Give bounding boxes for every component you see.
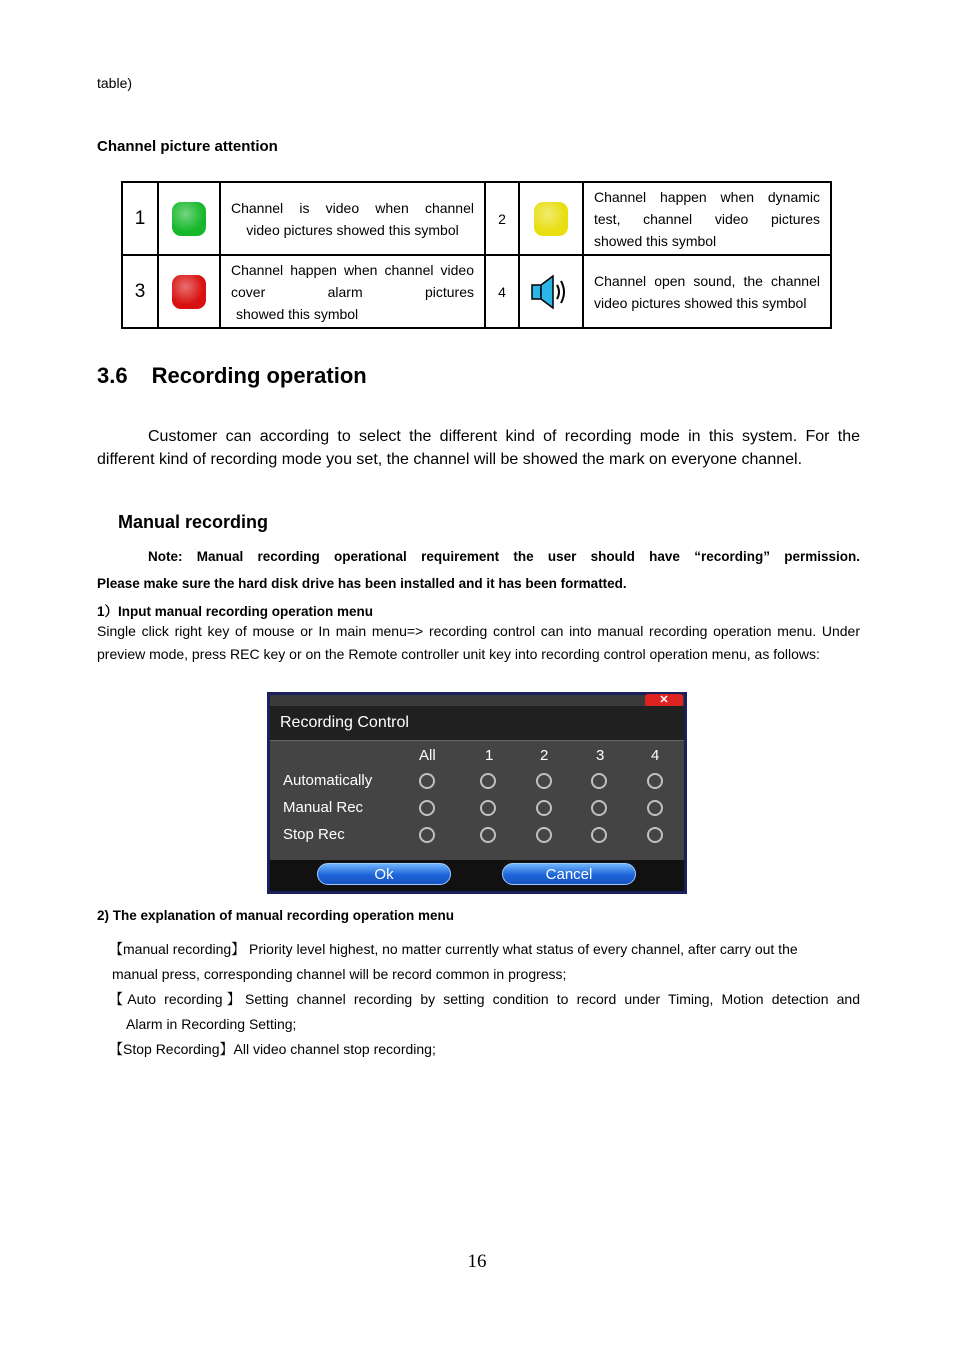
description-text: video pictures showed this symbol xyxy=(246,221,459,238)
description-text: showed this symbol xyxy=(236,305,359,322)
radio-manual-3[interactable] xyxy=(591,800,607,816)
column-header-4: 4 xyxy=(651,747,660,764)
explanation-text: manual press, corresponding channel will be record common in progress; xyxy=(112,966,567,982)
column-header-1: 1 xyxy=(485,747,494,764)
step-title: 1）Input manual recording operation menu xyxy=(97,604,374,619)
description-text: Channel open sound, the channel xyxy=(594,272,820,289)
dialog-title-bar xyxy=(270,706,684,740)
radio-automatically-3[interactable] xyxy=(591,773,607,789)
explanation-text: 【Stop Recording】All video channel stop recording; xyxy=(109,1041,436,1057)
symbol-description xyxy=(220,255,485,328)
description-text: video pictures showed this symbol xyxy=(594,294,807,311)
intro-paragraph: Customer can according to select the different kind of recording mode in this system. For the different kind of recording mode you set, the channel will be showed the mark on everyone channel. xyxy=(97,428,860,468)
row-label-stop-rec: Stop Rec xyxy=(283,826,345,843)
description-text: Channel happen when dynamic test, channel video pictures xyxy=(594,188,820,227)
explanation-item xyxy=(109,937,860,987)
symbol-number: 4 xyxy=(485,255,519,328)
note-line: Note: Manual recording operational requirement the user should have “recording” permission. xyxy=(148,549,860,564)
close-icon[interactable]: ✕ xyxy=(645,694,683,707)
radio-manual-4[interactable] xyxy=(647,800,663,816)
chapter-heading xyxy=(97,363,367,389)
red-square-icon xyxy=(172,275,206,309)
radio-automatically-2[interactable] xyxy=(536,773,552,789)
symbol-description xyxy=(583,182,831,255)
radio-stop-all[interactable] xyxy=(419,827,435,843)
symbol-number: 2 xyxy=(485,182,519,255)
page-number: 16 xyxy=(467,1251,487,1272)
radio-automatically-4[interactable] xyxy=(647,773,663,789)
ok-button[interactable]: Ok xyxy=(317,863,451,885)
radio-manual-2[interactable] xyxy=(536,800,552,816)
column-header-2: 2 xyxy=(540,747,549,764)
description-text: showed this symbol xyxy=(594,232,717,249)
radio-stop-1[interactable] xyxy=(480,827,496,843)
explanation-text: 【Auto recording】Setting channel recording by setting condition to record under Timing, Motion detection and xyxy=(109,991,860,1007)
symbol-description xyxy=(583,255,831,328)
symbol-cell xyxy=(158,182,220,255)
chapter-number: 3.6 xyxy=(97,363,128,388)
step-body: Single click right key of mouse or In main menu=> recording control can into manual recording operation menu. Under preview mode, press REC key or on the Remote controller unit key into recording control operation menu, as follows: xyxy=(97,623,860,662)
column-header-all: All xyxy=(419,747,436,764)
symbol-cell xyxy=(158,255,220,328)
chapter-title: Recording operation xyxy=(151,363,367,388)
explanation-text: 【manual recording】 Priority level highest, no matter currently what status of every channel, after carry out the xyxy=(109,941,798,957)
dialog-body xyxy=(270,740,684,861)
dialog-footer xyxy=(270,860,684,891)
column-header-3: 3 xyxy=(596,747,605,764)
symbol-cell xyxy=(519,255,583,328)
continued-text: table) xyxy=(97,75,133,91)
explanation-text: Alarm in Recording Setting; xyxy=(126,1016,297,1032)
row-label-manual-rec: Manual Rec xyxy=(283,799,364,816)
dialog-title: Recording Control xyxy=(280,714,409,731)
table-row xyxy=(122,182,831,255)
channel-symbol-table xyxy=(121,181,832,329)
radio-automatically-all[interactable] xyxy=(419,773,435,789)
radio-manual-all[interactable] xyxy=(419,800,435,816)
radio-stop-4[interactable] xyxy=(647,827,663,843)
section-heading: Channel picture attention xyxy=(97,138,278,155)
radio-stop-2[interactable] xyxy=(536,827,552,843)
step-title: 2) The explanation of manual recording operation menu xyxy=(97,908,455,923)
dialog-top-bar xyxy=(270,695,684,706)
radio-automatically-1[interactable] xyxy=(480,773,496,789)
cancel-button[interactable]: Cancel xyxy=(502,863,636,885)
radio-manual-1[interactable] xyxy=(480,800,496,816)
description-text: Channel happen when channel video cover alarm pictures xyxy=(231,261,474,300)
radio-stop-3[interactable] xyxy=(591,827,607,843)
row-label-automatically: Automatically xyxy=(283,772,373,789)
green-square-icon xyxy=(172,202,206,236)
symbol-cell xyxy=(519,182,583,255)
sub-heading: Manual recording xyxy=(118,512,269,532)
speaker-icon xyxy=(531,272,571,312)
recording-control-dialog xyxy=(267,692,687,894)
yellow-square-icon xyxy=(534,202,568,236)
symbol-description xyxy=(220,182,485,255)
symbol-number: 1 xyxy=(122,182,158,255)
note-line: Please make sure the hard disk drive has been installed and it has been formatted. xyxy=(97,576,627,591)
explanation-item xyxy=(109,987,860,1037)
symbol-number: 3 xyxy=(122,255,158,328)
table-row xyxy=(122,255,831,328)
description-text: Channel is video when channel xyxy=(231,199,474,216)
explanation-item xyxy=(109,1037,860,1062)
